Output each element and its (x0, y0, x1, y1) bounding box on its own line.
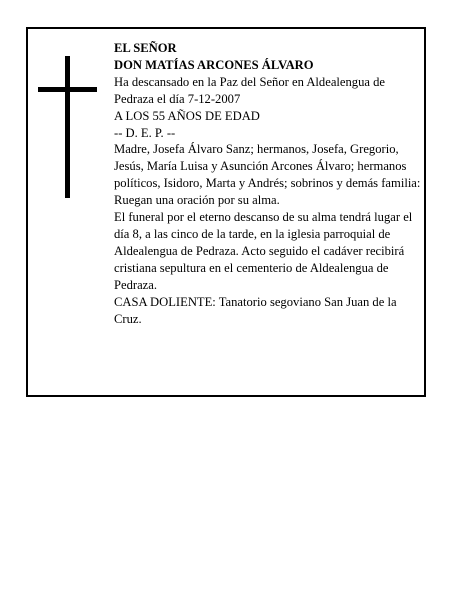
obituary-notice (26, 27, 426, 397)
notice-title: EL SEÑOR (114, 41, 177, 55)
funeral-details: El funeral por el eterno descanso de su alma tendrá lugar el día 8, a las cinco de la tarde, en la iglesia parroquial de Aldealengua de Pedraza. Acto seguido el cadáver recibirá cristiana sepultura en el cementerio de Aldealengua de Pedraza. (114, 210, 413, 292)
notice-text (114, 40, 422, 327)
deceased-name: DON MATÍAS ARCONES ÁLVARO (114, 57, 314, 72)
death-statement: Ha descansado en la Paz del Señor en Aldealengua de Pedraza el día 7-12-2007 (114, 74, 386, 106)
latin-cross-icon (38, 56, 98, 198)
age-statement: A LOS 55 AÑOS DE EDAD (114, 108, 260, 123)
cross-vertical-bar (65, 56, 70, 198)
prayer-request: Ruegan una oración por su alma. (114, 193, 280, 208)
family-list: Madre, Josefa Álvaro Sanz; hermanos, Josefa, Gregorio, Jesús, María Luisa y Asunción Arcones Álvaro; hermanos políticos, Isidoro, Marta y Andrés; sobrinos y demás familia: (114, 142, 421, 191)
rip-line: -- D. E. P. -- (114, 125, 176, 140)
cross-horizontal-bar (38, 87, 97, 92)
mourning-house: CASA DOLIENTE: Tanatorio segoviano San Juan de la Cruz. (114, 294, 397, 326)
